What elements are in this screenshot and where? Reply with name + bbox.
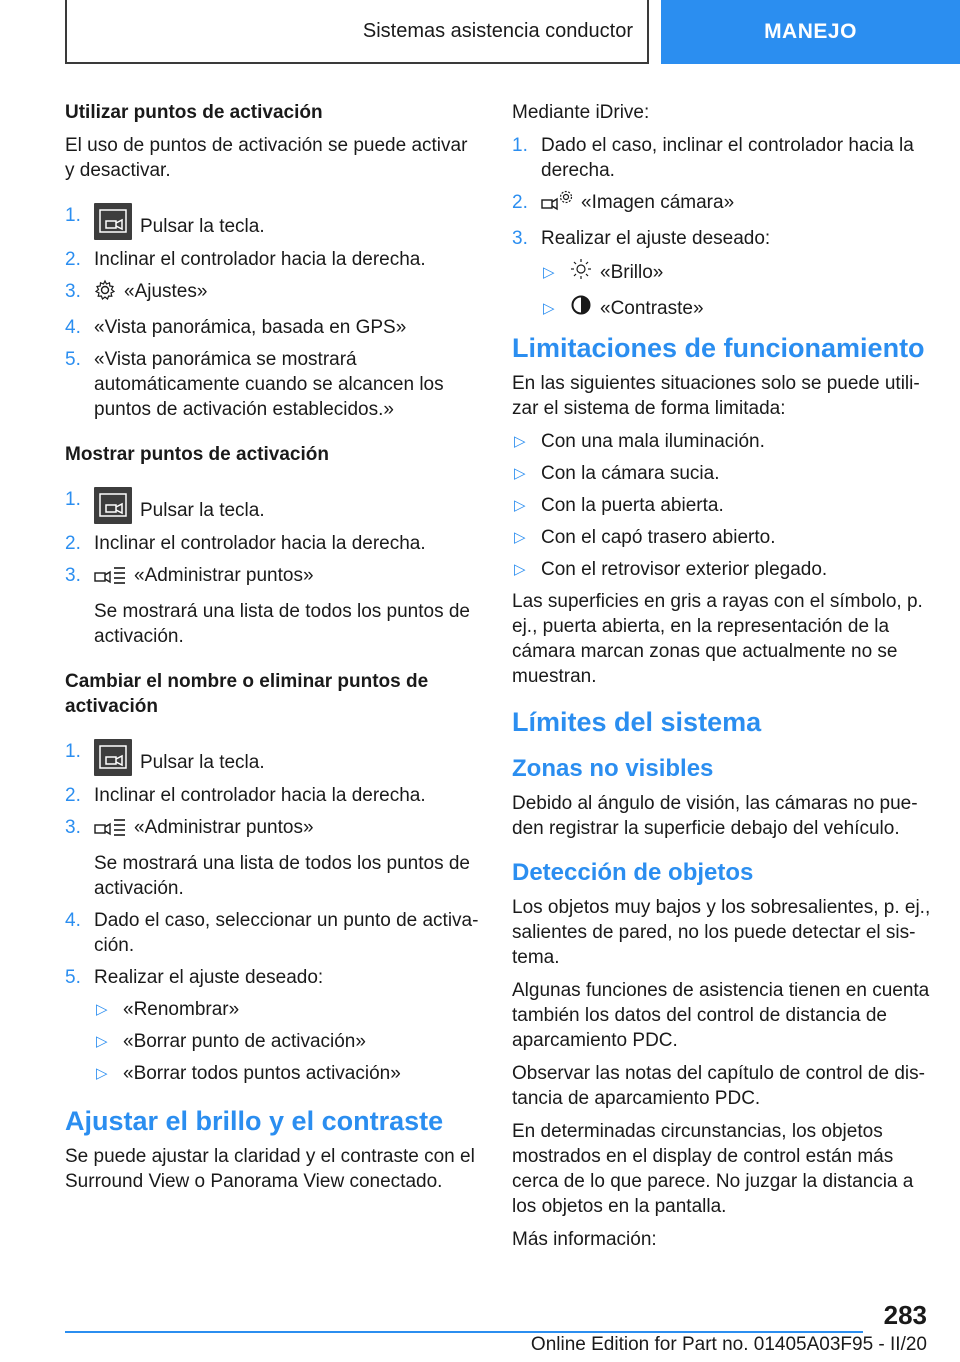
options-list [541, 258, 932, 323]
list-item: 1. Pulsar la tecla. [65, 739, 480, 776]
list-item: 2. Inclinar el controlador hacia la derecha. [65, 249, 426, 270]
list-item: 2. «Imagen cámara» [512, 190, 932, 219]
triangle-bullet-icon: ▷ [96, 1033, 108, 1050]
triangle-bullet-icon: ▷ [96, 1001, 108, 1018]
detect-paragraph: En determinadas circunstancias, los objetos mostrados en el display de control están más cerca de lo que parece. No juzgar la distancia a los objetos en la pantalla. [512, 1121, 914, 1217]
idrive-label: Mediante iDrive: [512, 102, 650, 123]
footer-divider [65, 1331, 863, 1333]
heading-use-activation-points: Utilizar puntos de activación [65, 102, 323, 123]
list-item: 2. Inclinar el controlador hacia la derecha. [65, 533, 426, 554]
list-item: ▷ Con la cámara sucia. [514, 463, 720, 484]
heading-limitations: Limitaciones de funcionamiento [512, 333, 925, 363]
steps-list-2 [65, 487, 480, 649]
list-item: 5. Realizar el ajuste deseado: [65, 967, 324, 988]
camera-list-icon [94, 817, 126, 844]
list-item: ▷ Con la puerta abierta. [514, 495, 724, 516]
steps-list-1 [65, 203, 480, 422]
camera-settings-icon [541, 190, 573, 219]
triangle-bullet-icon: ▷ [543, 264, 555, 281]
triangle-bullet-icon: ▷ [514, 529, 526, 546]
heading-blind-zones: Zonas no visibles [512, 755, 714, 782]
detect-paragraph: Observar las notas del capítulo de control de dis‐tancia de aparcamiento PDC. [512, 1063, 925, 1109]
heading-rename-delete-points: Cambiar el nombre o eliminar puntos de activación [65, 671, 429, 717]
section-title: Sistemas asistencia conductor [65, 0, 649, 64]
limits-intro: En las siguientes situaciones solo se puede utili‐zar el sistema de forma limitada: [512, 373, 920, 419]
list-item: 2. Inclinar el controlador hacia la derecha. [65, 785, 426, 806]
list-item: ▷ Con una mala iluminación. [514, 431, 765, 452]
zones-text: Debido al ángulo de visión, las cámaras no pue‐den registrar la superficie debajo del vehículo. [512, 793, 918, 839]
camera-button-icon [94, 739, 132, 776]
camera-list-icon [94, 565, 126, 592]
heading-object-detection: Detección de objetos [512, 859, 754, 886]
triangle-bullet-icon: ▷ [543, 300, 555, 317]
list-item: 3. Realizar el ajuste deseado: [512, 228, 771, 249]
brightness-icon [570, 258, 592, 287]
list-item: ▷ «Brillo» [541, 258, 932, 287]
triangle-bullet-icon: ▷ [514, 433, 526, 450]
list-item: 3. «Ajustes» [65, 279, 480, 308]
intro-text: El uso de puntos de activación se puede activar y desactivar. [65, 135, 468, 181]
camera-button-icon [94, 487, 132, 524]
gear-icon [94, 279, 116, 308]
list-item: ▷ «Renombrar» [96, 999, 240, 1020]
list-item: ▷ «Contraste» [541, 294, 932, 323]
right-column [512, 100, 932, 1260]
list-item: ▷ «Borrar punto de activación» [96, 1031, 366, 1052]
list-item: 1. Dado el caso, inclinar el controlador hacia la derecha. [512, 135, 914, 181]
limits-note: Las superficies en gris a rayas con el símbolo, p. ej., puerta abierta, en la representación de la cámara marcan zonas que actualmente no se muestran. [512, 591, 923, 687]
list-item: 1. Pulsar la tecla. [65, 203, 480, 240]
chapter-tab: MANEJO [661, 0, 960, 64]
list-item: ▷ Con el retrovisor exterior plegado. [514, 559, 828, 580]
list-item: ▷ «Borrar todos puntos activación» [96, 1063, 401, 1084]
edition-note: Online Edition for Part no. 01405A03F95 - II/20 [530, 1334, 927, 1355]
steps-list-3 [65, 739, 480, 1086]
heading-system-limits: Límites del sistema [512, 707, 762, 737]
heading-brightness-contrast: Ajustar el brillo y el contraste [65, 1106, 444, 1136]
list-item: 5. «Vista panorámica se mostrará automáticamente cuando se alcancen los puntos de activación establecidos.» [65, 349, 444, 420]
list-item: 3. «Administrar puntos» Se mostrará una lista de todos los puntos de activación. [65, 817, 471, 899]
triangle-bullet-icon: ▷ [514, 465, 526, 482]
options-list [94, 997, 480, 1086]
camera-button-icon [94, 203, 132, 240]
detect-paragraph: Algunas funciones de asistencia tienen en cuenta también los datos del control de distancia de aparcamiento PDC. [512, 980, 930, 1051]
left-column [65, 100, 480, 1202]
limits-list [512, 429, 932, 582]
page-header [65, 0, 960, 64]
heading-show-activation-points: Mostrar puntos de activación [65, 444, 329, 465]
triangle-bullet-icon: ▷ [514, 497, 526, 514]
more-info: Más información: [512, 1229, 657, 1250]
list-item: 1. Pulsar la tecla. [65, 487, 480, 524]
brightness-text: Se puede ajustar la claridad y el contraste con el Surround View o Panorama View conectado. [65, 1146, 475, 1192]
triangle-bullet-icon: ▷ [514, 561, 526, 578]
triangle-bullet-icon: ▷ [96, 1065, 108, 1082]
contrast-icon [570, 294, 592, 323]
list-item: 3. «Administrar puntos» Se mostrará una lista de todos los puntos de activación. [65, 565, 471, 647]
list-item: 4. Dado el caso, seleccionar un punto de activa‐ción. [65, 910, 479, 956]
page-number: 283 [883, 1300, 927, 1330]
list-item: 4. «Vista panorámica, basada en GPS» [65, 317, 407, 338]
detect-paragraph: Los objetos muy bajos y los sobresalientes, p. ej., salientes de pared, no los puede detectar el sis‐tema. [512, 897, 931, 968]
list-item: ▷ Con el capó trasero abierto. [514, 527, 776, 548]
steps-list-idrive [512, 133, 932, 323]
